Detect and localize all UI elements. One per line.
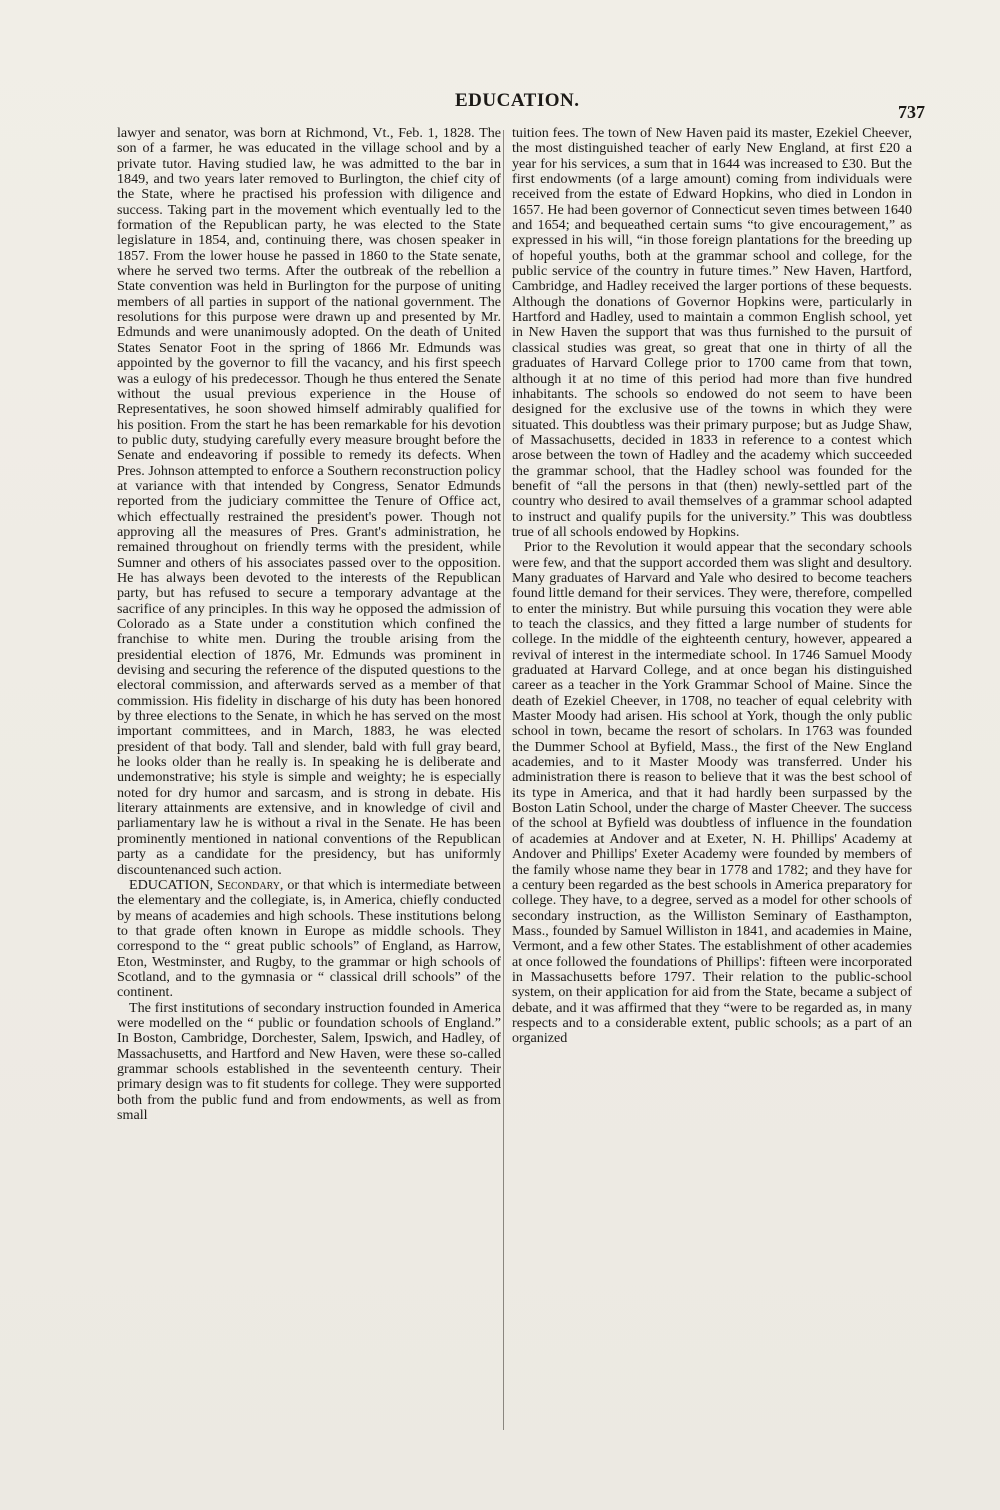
entry-headword: EDUCATION, (129, 876, 214, 893)
paragraph-education-secondary-intro (117, 878, 501, 1001)
entry-subheadword: Secondary, (217, 876, 284, 893)
column-divider (503, 130, 504, 1430)
entry-intro-text: or that which is intermediate between the elementary and the collegiate, is, in America, chiefly conducted by means of academies and high schools. These institutions belong to that grade often known in Europe as middle schools. They correspond to the “ great public schools” of England, as Harrow, Eton, Westminster, and Rugby, to the grammar or high schools of Scotland, and to the gymnasia or “ classical drill schools” of the continent. (117, 876, 501, 1001)
page-number: 737 (898, 102, 925, 122)
left-column (117, 126, 501, 1123)
right-column (512, 126, 912, 1047)
paragraph-revolution-academies: Prior to the Revolution it would appear that the secondary schools were few, and that the support accorded them was slight and desultory. Many graduates of Harvard and Yale who desired to become teachers found little demand for their services. They were, therefore, compelled to enter the ministry. But while pursuing this vocation they were able to teach the classics, and they fitted a large number of students for college. In the middle of the eighteenth century, however, appeared a revival of interest in the intermediate school. In 1746 Samuel Moody graduated at Harvard College, and at once began his distinguished career as a teacher in the York Grammar School of Maine. Since the death of Ezekiel Cheever, in 1708, no teacher of equal celebrity with Master Moody had arisen. His school at York, though the only public school in town, became the resort of scholars. In 1763 was founded the Dummer School at Byfield, Mass., the first of the New England academies, and to it Master Moody was transferred. Under his administration there is reason to believe that it was the best school of its type in America, and that it had hardly been surpassed by the Boston Latin School, under the charge of Master Cheever. The success of the school at Byfield was doubtless of influence in the foundation of academies at Andover and at Exeter, N. H. Phillips' Academy at Andover and Phillips' Exeter Academy were founded by members of the family whose name they bear in 1778 and 1782; and they have for a century been regarded as the best schools in America preparatory for college. They have, to a degree, served as a model for other schools of secondary instruction, as the Williston Seminary of Easthampton, Mass., founded by Samuel Williston in 1841, and academies in Maine, Vermont, and a few other States. The establishment of other academies at once followed the foundations of Phillips': fifteen were incorporated in Massachusetts before 1797. Their relation to the public-school system, on their application for aid from the State, became a subject of debate, and it was affirmed that they “were to be regarded as, in many respects and to a considerable extent, public schools; as a part of an organized (512, 539, 912, 1047)
paragraph-hopkins-endowments: tuition fees. The town of New Haven paid its master, Ezekiel Cheever, the most distinguished teacher of early New England, at first £20 a year for his services, a sum that in 1644 was increased to £30. But the first endowments (of a large amount) coming from individuals were received from the estate of Edward Hopkins, who died in London in 1657. He had been governor of Connecticut seven times between 1640 and 1654; and bequeathed certain sums “to give encouragement,” as expressed in his will, “in those foreign plantations for the breeding up of hopeful youths, both at the grammar school and college, for the public service of the country in future times.” New Haven, Hartford, Cambridge, and Hadley received the larger portions of these bequests. Although the donations of Governor Hopkins were, particularly in Hartford and Hadley, used to maintain a common English school, yet in New Haven the support that was thus furnished to the pursuit of classical studies was great, so great that one in thirty of all the graduates of Harvard College prior to 1700 came from that town, although it at no time of this period had more than five hundred inhabitants. The schools so endowed do not seem to have been designed for the exclusive use of the towns in which they were situated. This doubtless was their primary purpose; but as Judge Shaw, of Massachusetts, decided in 1833 in reference to a contest which arose between the town of Hadley and the academy which succeeded the grammar school, that the Hadley school was founded for the benefit of “all the persons in that (then) newly-settled part of the country who desired to avail themselves of a grammar school adapted to instruct and qualify pupils for the university.” This was doubtless true of all schools endowed by Hopkins. (512, 125, 912, 540)
running-title: EDUCATION. (455, 90, 580, 111)
paragraph-edmunds-biography: lawyer and senator, was born at Richmond, Vt., Feb. 1, 1828. The son of a farmer, he was educated in the village school and by a private tutor. Having studied law, he was admitted to the bar in 1849, and two years later removed to Burlington, the chief city of the State, where he practised his profession with diligence and success. Taking part in the movement which eventually led to the formation of the Republican party, he was elected to the State legislature in 1854, and, continuing there, was chosen speaker in 1857. From the lower house he passed in 1860 to the State senate, where he served two terms. After the outbreak of the rebellion a State convention was held in Burlington for the purpose of uniting members of all parties in support of the national government. The resolutions for this purpose were drawn up and presented by Mr. Edmunds and were unanimously adopted. On the death of United States Senator Foot in the spring of 1866 Mr. Edmunds was appointed by the governor to fill the vacancy, and his first speech was a eulogy of his predecessor. Though he thus entered the Senate without the usual previous experience in the House of Representatives, he soon showed himself admirably qualified for his position. From the start he has been remarkable for his devotion to public duty, studying carefully every measure brought before the Senate and endeavoring if possible to remedy its defects. When Pres. Johnson attempted to enforce a Southern reconstruction policy at variance with that intended by Congress, Senator Edmunds reported from the judiciary committee the Tenure of Office act, which effectually restrained the president's power. Though not approving all the measures of Pres. Grant's administration, he remained throughout on friendly terms with the president, while Sumner and others of his associates passed over to the opposition. He has always been devoted to the interests of the Republican party, but has refused to secure a temporary advantage at the sacrifice of any principles. In this way he opposed the admission of Colorado as a State under a constitution which confined the franchise to white men. During the trouble arising from the presidential election of 1876, Mr. Edmunds was prominent in devising and securing the reference of the disputed questions to the electoral commission, and afterwards served as a member of that commission. His fidelity in discharge of his duty has been honored by three elections to the Senate, in which he has served on the most important committees, and in March, 1883, he was elected president of that body. Tall and slender, bald with full gray beard, he looks older than he really is. In speaking he is deliberate and undemonstrative; his style is simple and weighty; he is especially noted for dry humor and sarcasm, and is strong in debate. His literary attainments are extensive, and in knowledge of civil and parliamentary law he is without a rival in the Senate. He has been prominently mentioned in national conventions of the Republican party as a candidate for the presidency, but has uniformly discountenanced such action. (117, 125, 501, 878)
paragraph-first-institutions: The first institutions of secondary instruction founded in America were modelled on the “ public or foundation schools of England.” In Boston, Cambridge, Dorchester, Salem, Ipswich, and Hadley, of Massachusetts, and Hartford and New Haven, were these so-called grammar schools established in the seventeenth century. Their primary design was to fit students for college. They were supported both from the public fund and from endowments, as well as from small (117, 999, 501, 1123)
